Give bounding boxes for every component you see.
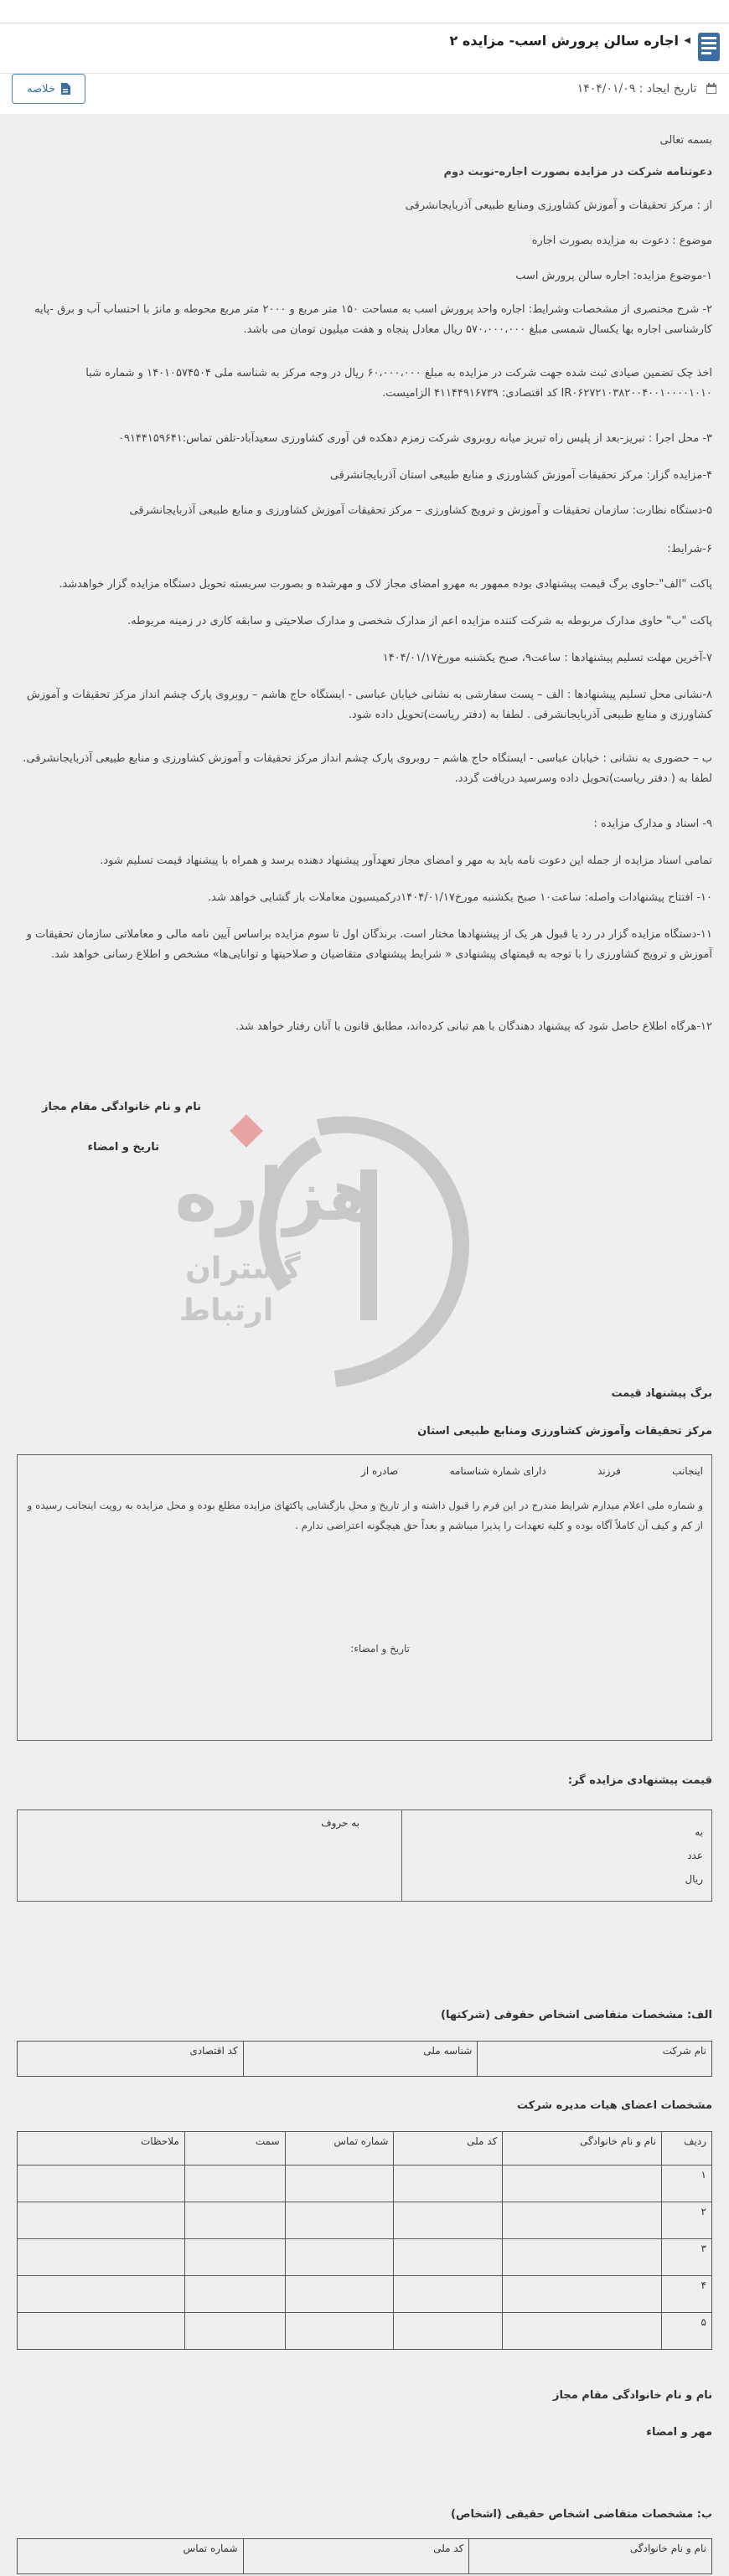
doc-item-7: ۷-آخرین مهلت تسلیم پیشنهادها : ساعت۹، صبح یکشنبه مورخ۱۴۰۴/۰۱/۱۷ bbox=[382, 652, 712, 664]
offer-declaration: و شماره ملی اعلام میدارم شرایط مندرج در این فرم را قبول داشته و از تاریخ و محل بازگشایی پاکتهای مزایده مطلع بوده و محل مزایده به رویت اینجانب رسیده و از کم و کیف آن کاملاً آگاه بوده و کلیه تعهدات را پذیرا میباشم و بعداً حق هیچگونه اعتراضی ندارم . bbox=[27, 1500, 703, 1531]
doc-subject: موضوع : دعوت به مزایده بصورت اجاره bbox=[531, 235, 712, 247]
doc-item-11: ۱۱-دستگاه مزایده گزار در رد یا قبول هر یک از پیشنهادها مختار است. برندگان اول تا سوم مزایده براساس آیین نامه مالی و معاملاتی سازمان تحقیقات و آموزش و ترویج کشاورزی را با توجه به قیمتهای پیشنهادی « شرایط پیشنهادی متقاضیان و صلاحیتها و توانایی‌ها» مشخص و اطلاع رسانی خواهد شد. bbox=[26, 928, 712, 961]
offer-date-sign: تاریخ و امضاء: bbox=[350, 1643, 410, 1655]
doc-item-10: ۱۰- افتتاح پیشنهادات واصله: ساعت۱۰ صبح یکشنبه مورخ۱۴۰۴/۰۱/۱۷درکمیسیون معاملات باز گشایی خواهد شد. bbox=[208, 891, 712, 904]
legal-table: نام شرکت شناسه ملی کد اقتصادی bbox=[17, 2041, 712, 2077]
doc-item-8: ۸-نشانی محل تسلیم پیشنهادها : الف – پست سفارشی به نشانی خیابان عباسی - ایستگاه حاج هاشم – روبروی پارک چشم انداز مرکز تحقیقات و آموزش کشاورزی و منابع طبیعی آذربایجانشرقی . لطفا به (دفتر ریاست)تحویل داده شود. bbox=[26, 689, 712, 721]
watermark-logo bbox=[67, 1069, 503, 1404]
table-row: ۵ bbox=[18, 2313, 712, 2350]
price-words-label: به حروف bbox=[321, 1817, 359, 1829]
date-value: ۱۴۰۴/۰۱/۰۹ bbox=[576, 82, 636, 96]
natural-table: نام و نام خانوادگی کد ملی شماره تماس bbox=[17, 2538, 712, 2574]
doc-item-8b: ب – حضوری به نشانی : خیابان عباسی - ایستگاه حاج هاشم – روبروی پارک چشم انداز مرکز تحقیقات و آموزش کشاورزی و منابع طبیعی آذربایجانشرقی. لطفا به ( دفتر ریاست)تحویل داده وسرسید دریافت گردد. bbox=[23, 752, 712, 785]
watermark-text-1: گستران bbox=[185, 1252, 301, 1286]
offer-line-1: اینجانب فرزند دارای شماره شناسنامه صادره از bbox=[361, 1465, 703, 1477]
board-table: ردیف نام و نام خانوادگی کد ملی شماره تماس سمت ملاحظات ۱ ۲ ۳ ۴ ۵ bbox=[17, 2131, 712, 2350]
price-box bbox=[17, 1809, 712, 1902]
price-title: قیمت پیشنهادی مزایده گر: bbox=[567, 1774, 712, 1787]
title-arrow-icon: ◀ bbox=[684, 36, 690, 45]
doc-item-12: ۱۲-هرگاه اطلاع حاصل شود که پیشنهاد دهندگان با هم تبانی کرده‌اند، مطابق قانون با آنان رفتار خواهد شد. bbox=[235, 1020, 712, 1033]
date-label: تاریخ ایجاد : bbox=[639, 82, 697, 96]
offer-org: مرکز تحقیقات وآموزش کشاورزی ومنابع طبیعی استان bbox=[417, 1425, 712, 1438]
doc-item-9: ۹- اسناد و مدارک مزایده : bbox=[593, 818, 712, 830]
signatory-name: نام و نام خانوادگی مقام مجاز bbox=[41, 1101, 201, 1113]
price-numeric-cell: به عدد ریال bbox=[401, 1810, 711, 1901]
footer-signatory-name: نام و نام خانوادگی مقام مجاز bbox=[552, 2389, 712, 2402]
offer-title: برگ پیشنهاد قیمت bbox=[611, 1387, 712, 1400]
doc-item-4: ۴-مزایده گزار: مرکز تحقیقات آموزش کشاورزی و منابع طبیعی استان آذربایجانشرقی bbox=[329, 469, 712, 482]
doc-item-5: ۵-دستگاه نظارت: سازمان تحقیقات و آموزش و ترویج کشاورزی – مرکز تحقیقات آموزش کشاورزی و منابع طبیعی آذربایجانشرقی bbox=[129, 504, 712, 517]
meta-row bbox=[0, 74, 729, 114]
document-body bbox=[0, 114, 729, 2576]
offer-box bbox=[17, 1454, 712, 1741]
calendar-icon bbox=[706, 83, 717, 95]
doc-basmala: بسمه تعالی bbox=[659, 134, 712, 147]
doc-guarantee: اخذ چک تضمین صیادی ثبت شده جهت شرکت در مزایده به مبلغ ۶۰،۰۰۰،۰۰۰ ریال در وجه مرکز به شناسه ملی ۱۴۰۱۰۵۷۴۵۰۴ و شماره شبا IR۰۶۲۷۲۱۰۳۸۲۰۰۴۰۰۱۰۰۰۰۱۰۱۰ کد اقتصادی: ۴۱۱۴۴۹۱۶۷۳۹ الزامیست. bbox=[85, 367, 712, 400]
doc-item-9-text: تمامی اسناد مزایده از جمله این دعوت نامه باید به مهر و امضای مجاز تعهدآور پیشنهاد دهنده برسد و همراه با پیشنهاد قیمت تسلیم شود. bbox=[100, 854, 712, 867]
top-bar bbox=[0, 0, 729, 23]
footer-stamp: مهر و امضاء bbox=[646, 2426, 712, 2439]
legal-title: الف: مشخصات متقاضی اشخاص حقوقی (شرکتها) bbox=[441, 2009, 712, 2021]
table-row: ۲ bbox=[18, 2202, 712, 2239]
signatory-date: تاریخ و امضاء bbox=[87, 1141, 159, 1154]
summary-label: خلاصه bbox=[27, 82, 55, 96]
watermark-text-2: ارتباط bbox=[178, 1293, 274, 1328]
document-logo-icon bbox=[697, 32, 721, 62]
doc-envelope-a: پاکت "الف"-حاوی برگ قیمت پیشنهادی بوده ممهور به مهرو امضای مجاز لاک و مهرشده و بصورت سربسته تحویل دستگاه مزایده گزار خواهدشد. bbox=[59, 578, 712, 591]
natural-title: ب: مشخصات متقاضی اشخاص حقیقی (اشخاص) bbox=[451, 2508, 712, 2521]
file-icon bbox=[60, 83, 70, 95]
doc-from: از : مرکز تحقیقات و آموزش کشاورزی ومنابع طبیعی آذربایجانشرقی bbox=[405, 199, 712, 212]
summary-button[interactable] bbox=[12, 74, 85, 104]
doc-heading: دعوتنامه شرکت در مزایده بصورت اجاره-نوبت دوم bbox=[443, 166, 712, 178]
table-row: ۱ bbox=[18, 2166, 712, 2202]
doc-envelope-b: پاکت "ب" حاوی مدارک مربوطه به شرکت کننده مزایده اعم از مدارک شخصی و مدارک صلاحیتی و سابقه کاری در زمینه مربوطه. bbox=[127, 615, 712, 627]
doc-item-3: ۳- محل اجرا : تبریز-بعد از پلیس راه تبریز میانه روبروی شرکت زمزم دهکده فن آوری کشاورزی سعیدآباد-تلفن تماس:۰۹۱۴۴۱۵۹۶۴۱ bbox=[117, 432, 712, 445]
doc-item-1: ۱-موضوع مزایده: اجاره سالن پرورش اسب bbox=[515, 270, 712, 282]
page-title: اجاره سالن پرورش اسب- مزایده ۲ bbox=[449, 33, 679, 49]
doc-item-2: ۲- شرح مختصری از مشخصات وشرایط: اجاره واحد پرورش اسب به مساحت ۱۵۰ متر مربع و ۲۰۰۰ متر مربع محوطه و مانژ با احتساب آب و برق -پایه کارشناسی اجاره بها یکسال شمسی مبلغ ۵۷۰،۰۰۰،۰۰۰ ریال معادل پنجاه و هفت میلیون تومان می باشد. bbox=[34, 303, 712, 336]
created-date bbox=[577, 82, 717, 96]
board-title: مشخصات اعضای هیات مدیره شرکت bbox=[516, 2099, 712, 2112]
watermark-text-main: هزاره bbox=[174, 1154, 379, 1237]
table-row: ۴ bbox=[18, 2276, 712, 2313]
table-row: ۳ bbox=[18, 2239, 712, 2276]
doc-item-6: ۶-شرایط: bbox=[667, 543, 712, 555]
page-header bbox=[0, 23, 729, 74]
